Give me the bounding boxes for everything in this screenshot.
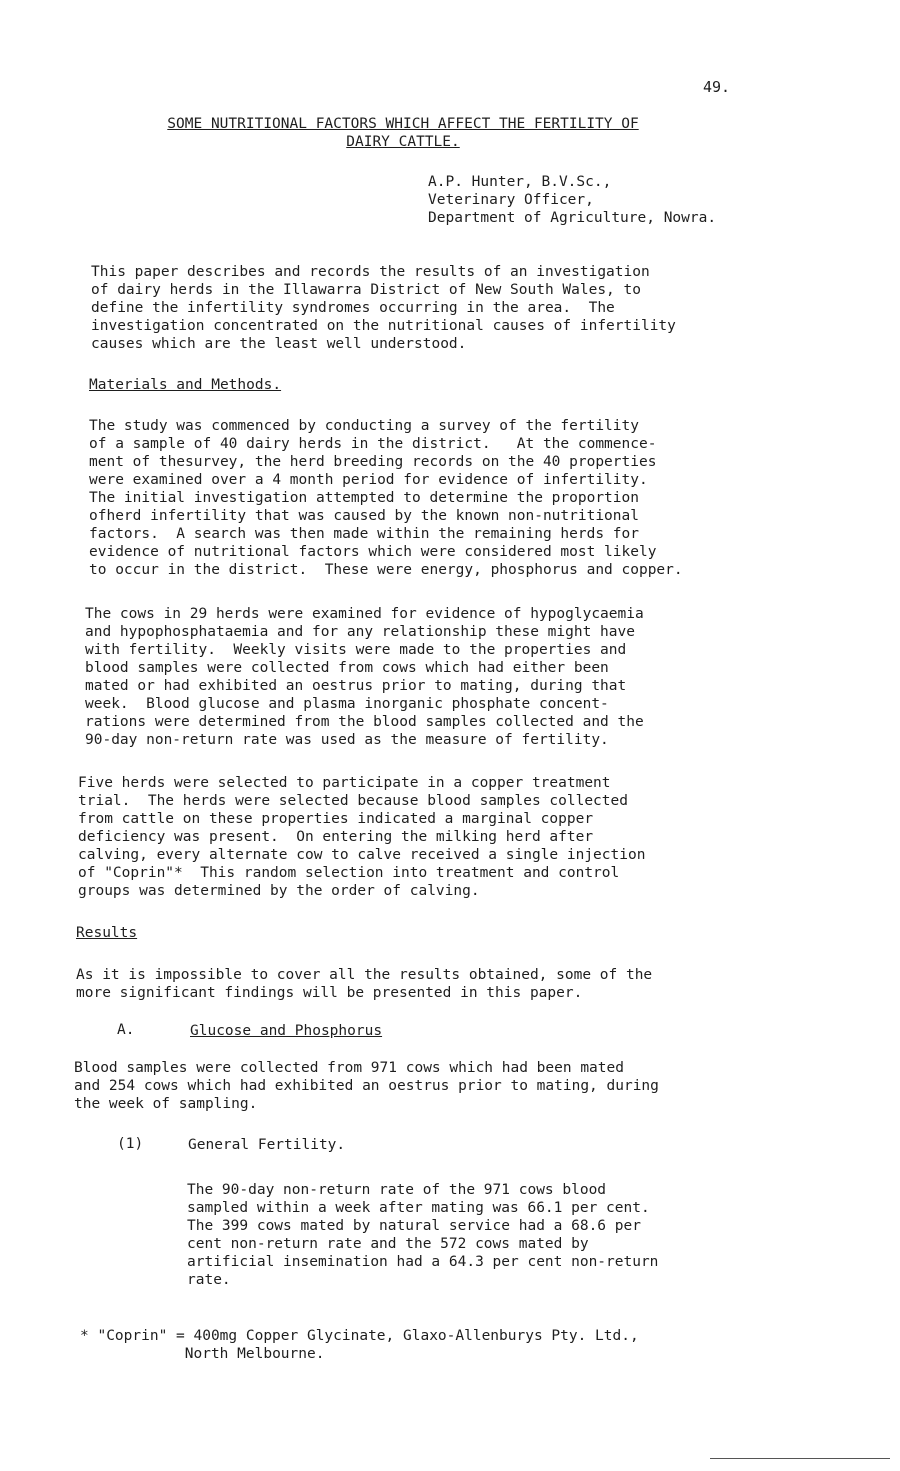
subsection-1-label: (1) bbox=[117, 1136, 144, 1152]
section-a-label: A. bbox=[117, 1022, 135, 1038]
materials-paragraph-3: Five herds were selected to participate in a copper treatment trial. The herds were selected because blood samples collected from cattle on these properties indicated a marginal copper deficiency was present. On entering the milking herd after calving, every alternate cow to calve received a single injection of "Coprin"* This random selection into treatment and control groups was determined by the order of calving. bbox=[78, 775, 646, 899]
author-name: A.P. Hunter, B.V.Sc., bbox=[428, 174, 612, 190]
materials-heading: Materials and Methods. bbox=[89, 377, 282, 393]
author-affiliation: Department of Agriculture, Nowra. bbox=[428, 210, 717, 226]
section-a-title: Glucose and Phosphorus bbox=[190, 1023, 383, 1039]
document-title bbox=[108, 115, 698, 151]
bottom-rule bbox=[710, 1458, 890, 1459]
results-heading: Results bbox=[76, 925, 138, 941]
section-a-paragraph: Blood samples were collected from 971 cows which had been mated and 254 cows which had exhibited an oestrus prior to mating, during the week of sampling. bbox=[74, 1060, 659, 1112]
results-paragraph-1: As it is impossible to cover all the results obtained, some of the more significant findings will be presented in this paper. bbox=[76, 967, 653, 1001]
page-number: 49. bbox=[703, 78, 731, 96]
materials-paragraph-2: The cows in 29 herds were examined for evidence of hypoglycaemia and hypophosphataemia and for any relationship these might have with fertility. Weekly visits were made to the properties and blood samples were collected from cows which had either been mated or had exhibited an oestrus prior to mating, during that week. Blood glucose and plasma inorganic phosphate concent- rations were determined from the blood samples collected and the 90-day non-return rate was used as the measure of fertility. bbox=[85, 606, 644, 748]
materials-paragraph-1: The study was commenced by conducting a survey of the fertility of a sample of 40 dairy herds in the district. At the commence- ment of thesurvey, the herd breeding records on the 40 properties were examined over a 4 month period for evidence of infertility. The initial investigation attempted to determine the proportion ofherd infertility that was caused by the known non-nutritional factors. A search was then made within the remaining herds for evidence of nutritional factors which were considered most likely to occur in the district. These were energy, phosphorus and copper. bbox=[89, 418, 683, 578]
subsection-1-title: General Fertility. bbox=[188, 1137, 346, 1153]
title-line-2: DAIRY CATTLE. bbox=[346, 134, 460, 150]
footnote: * "Coprin" = 400mg Copper Glycinate, Glaxo-Allenburys Pty. Ltd., North Melbourne. bbox=[80, 1328, 639, 1362]
author-position: Veterinary Officer, bbox=[428, 192, 594, 208]
title-line-1: SOME NUTRITIONAL FACTORS WHICH AFFECT THE FERTILITY OF bbox=[167, 116, 639, 132]
intro-paragraph: This paper describes and records the results of an investigation of dairy herds in the Illawarra District of New South Wales, to define the infertility syndromes occurring in the area. The investigation concentrated on the nutritional causes of infertility causes which are the least well understood. bbox=[91, 264, 676, 352]
author-block bbox=[428, 173, 716, 227]
subsection-1-paragraph: The 90-day non-return rate of the 971 cows blood sampled within a week after mating was 66.1 per cent. The 399 cows mated by natural service had a 68.6 per cent non-return rate and the 572 cows mated by artificial insemination had a 64.3 per cent non-return rate. bbox=[187, 1182, 659, 1288]
